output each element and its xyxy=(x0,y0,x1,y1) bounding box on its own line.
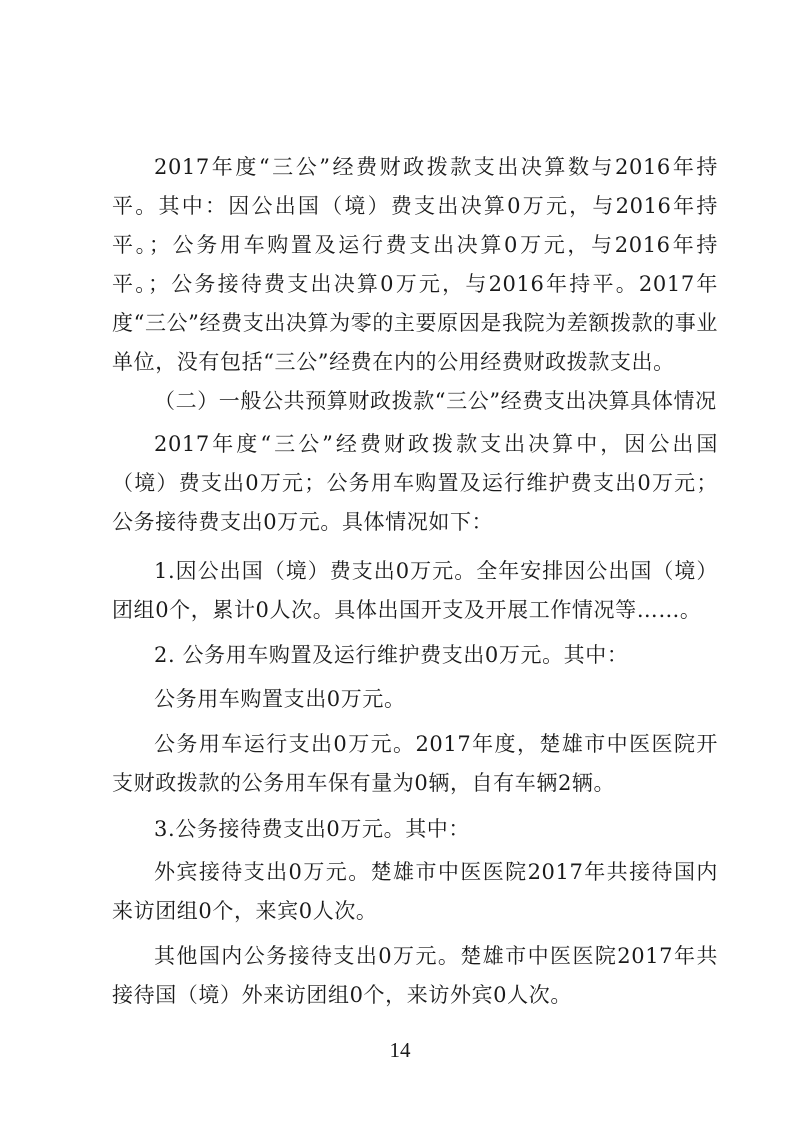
paragraph-domestic-reception: 其他国内公务接待支出0万元。楚雄市中医医院2017年共接待国（境）外来访团组0个，来访外宾0人次。 xyxy=(112,944,718,1007)
paragraph-three-public-summary: 2017年度“三公”经费财政拨款支出决算数与2016年持平。其中：因公出国（境）费支出决算0万元，与2016年持平。；公务用车购置及运行费支出决算0万元，与2016年持平。；公务接待费支出决算0万元，与2016年持平。2017年度“三公”经费支出决算为零的主要原因是我院为差额拨款的事业单位，没有包括“三公”经费在内的公用经费财政拨款支出。 xyxy=(112,155,718,374)
paragraph-expenditure-detail: 2017年度“三公”经费财政拨款支出决算中，因公出国（境）费支出0万元；公务用车购置及运行维护费支出0万元；公务接待费支出0万元。具体情况如下： xyxy=(112,432,718,534)
paragraph-vehicle-purchase: 公务用车购置支出0万元。 xyxy=(154,687,406,711)
paragraph-vehicle-expenses: 2. 公务用车购置及运行维护费支出0万元。其中： xyxy=(154,643,629,667)
paragraph-reception-expenses: 3.公务接待费支出0万元。其中： xyxy=(154,817,470,841)
paragraph-overseas-travel: 1.因公出国（境）费支出0万元。全年安排因公出国（境）团组0个，累计0人次。具体出国开支及开展工作情况等……。 xyxy=(112,559,718,622)
page-number: 14 xyxy=(389,1038,411,1062)
paragraph-foreign-guest-reception: 外宾接待支出0万元。楚雄市中医医院2017年共接待国内来访团组0个，来宾0人次。 xyxy=(112,860,718,923)
section-heading-general-budget: （二）一般公共预算财政拨款“三公”经费支出决算具体情况 xyxy=(154,389,717,413)
paragraph-vehicle-operation: 公务用车运行支出0万元。2017年度，楚雄市中医医院开支财政拨款的公务用车保有量为0辆，自有车辆2辆。 xyxy=(112,732,718,795)
